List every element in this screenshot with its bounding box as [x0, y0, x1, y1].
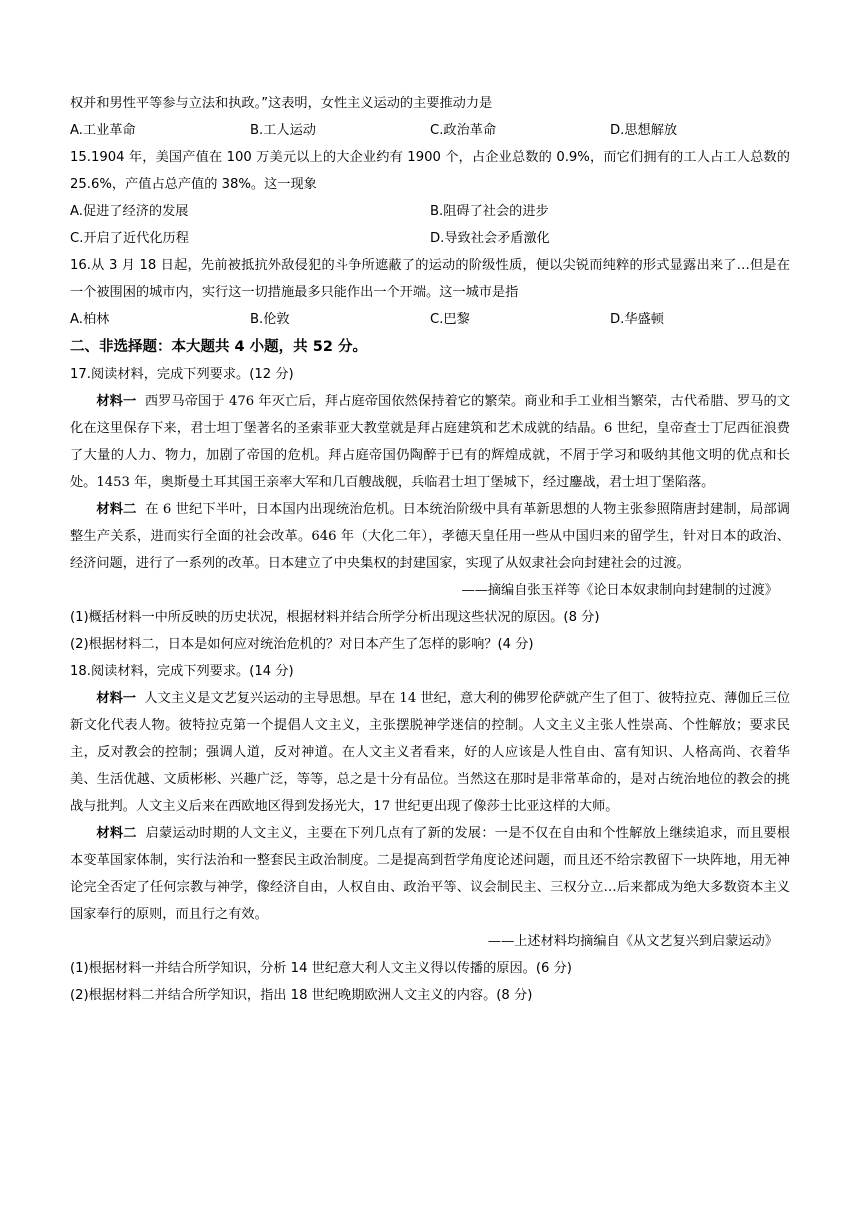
- q16-option-a: A.柏林: [70, 312, 110, 327]
- q15-option-b: B.阻碍了社会的进步: [430, 204, 549, 219]
- q15-option-d: D.导致社会矛盾激化: [430, 231, 550, 246]
- q14-stem-tail: 权并和男性平等参与立法和执政。”这表明，女性主义运动的主要推动力是: [70, 96, 493, 111]
- q15-options-row2: [70, 225, 790, 252]
- q16-option-b: B.伦敦: [250, 312, 290, 327]
- q17-material-1: [70, 388, 790, 496]
- q17-material-2-label: 材料二: [96, 502, 137, 517]
- q15-options-row1: [70, 198, 790, 225]
- q15-option-c: C.开启了近代化历程: [70, 231, 189, 246]
- q14-option-a: A.工业革命: [70, 123, 136, 138]
- q18-material-2: [70, 820, 790, 928]
- q18-material-1-text: 人文主义是文艺复兴运动的主导思想。早在 14 世纪，意大利的佛罗伦萨就产生了但丁、彼特拉克、薄伽丘三位新文化代表人物。彼特拉克第一个提倡人文主义，主张摆脱神学迷信的控制。人文主义主张人性崇高、个性解放；要求民主，反对教会的控制；强调人道，反对神道。在人文主义者看来，好的人应该是人性自由、富有知识、人格高尚、衣着华美、生活优越、文质彬彬、兴趣广泛，等等，总之是十分有品位。当然这在那时是非常革命的，是对占统治地位的教会的挑战与批判。人文主义后来在西欧地区得到发扬光大，17 世纪更出现了像莎士比亚这样的大师。: [70, 691, 791, 814]
- q16-stem: 16.从 3 月 18 日起，先前被抵抗外敌侵犯的斗争所遮蔽了的运动的阶级性质，便以尖锐而纯粹的形式显露出来了…但是在一个被围困的城市内，实行这一切措施最多只能作出一个开端。这一城市是指: [70, 258, 790, 300]
- q17-sub-1: (1)概括材料一中所反映的历史状况，根据材料并结合所学分析出现这些状况的原因。(8 分): [70, 610, 600, 625]
- q14-option-c: C.政治革命: [430, 123, 497, 138]
- q14-options: [70, 117, 790, 144]
- q17-material-1-text: 西罗马帝国于 476 年灭亡后，拜占庭帝国依然保持着它的繁荣。商业和手工业相当繁荣，古代希腊、罗马的文化在这里保存下来，君士坦丁堡著名的圣索菲亚大教堂就是拜占庭建筑和艺术成就的结晶。6 世纪，皇帝查士丁尼西征浪费了大量的人力、物力，加剧了帝国的危机。拜占庭帝国仍陶醉于已有的辉煌成就，不屑于学习和吸纳其他文明的优点和长处。1453 年，奥斯曼土耳其国王亲率大军和几百艘战舰，兵临君士坦丁堡城下，经过鏖战，君士坦丁堡陷落。: [70, 394, 791, 490]
- q18-material-2-text: 启蒙运动时期的人文主义，主要在下列几点有了新的发展：一是不仅在自由和个性解放上继续追求，而且要根本变革国家体制，实行法治和一整套民主政治制度。二是提高到哲学角度论述问题，而且还不给宗教留下一块阵地，用无神论完全否定了任何宗教与神学，像经济自由，人权自由、政治平等、议会制民主、三权分立…后来都成为绝大多数资本主义国家奉行的原则，而且行之有效。: [70, 826, 790, 922]
- q14-option-b: B.工人运动: [250, 123, 316, 138]
- q17-intro: 17.阅读材料，完成下列要求。(12 分): [70, 367, 294, 382]
- q16-option-d: D.华盛顿: [610, 312, 664, 327]
- q18-source: ——上述材料均摘编自《从文艺复兴到启蒙运动》: [487, 934, 778, 949]
- q17-sub-2: (2)根据材料二，日本是如何应对统治危机的？对日本产生了怎样的影响？(4 分): [70, 637, 534, 652]
- q17-material-1-label: 材料一: [96, 394, 137, 409]
- q18-sub-1: (1)根据材料一并结合所学知识，分析 14 世纪意大利人文主义得以传播的原因。(6 分): [70, 961, 572, 976]
- q15-stem: 15.1904 年，美国产值在 100 万美元以上的大企业约有 1900 个，占企业总数的 0.9%，而它们拥有的工人占工人总数的 25.6%，产值占总产值的 38%。这一现象: [70, 150, 790, 192]
- q18-material-1: [70, 685, 790, 820]
- q16-options: [70, 306, 790, 333]
- q18-material-2-label: 材料二: [96, 826, 137, 841]
- section-2-title: 二、非选择题：本大题共 4 小题，共 52 分。: [70, 339, 367, 355]
- q15-option-a: A.促进了经济的发展: [70, 204, 189, 219]
- q17-material-2: [70, 496, 790, 577]
- q17-material-2-text: 在 6 世纪下半叶，日本国内出现统治危机。日本统治阶级中具有革新思想的人物主张参照隋唐封建制，局部调整生产关系，进而实行全面的社会改革。646 年（大化二年），孝德天皇任用一些从中国归来的留学生，针对日本的政治、经济问题，进行了一系列的改革。日本建立了中央集权的封建国家，实现了从奴隶社会向封建社会的过渡。: [70, 502, 790, 571]
- q18-intro: 18.阅读材料，完成下列要求。(14 分): [70, 664, 294, 679]
- q16-option-c: C.巴黎: [430, 312, 470, 327]
- q14-option-d: D.思想解放: [610, 123, 678, 138]
- q18-material-1-label: 材料一: [96, 691, 136, 706]
- q18-sub-2: (2)根据材料二并结合所学知识，指出 18 世纪晚期欧洲人文主义的内容。(8 分): [70, 988, 533, 1003]
- q17-source: ——摘编自张玉祥等《论日本奴隶制向封建制的过渡》: [461, 583, 778, 598]
